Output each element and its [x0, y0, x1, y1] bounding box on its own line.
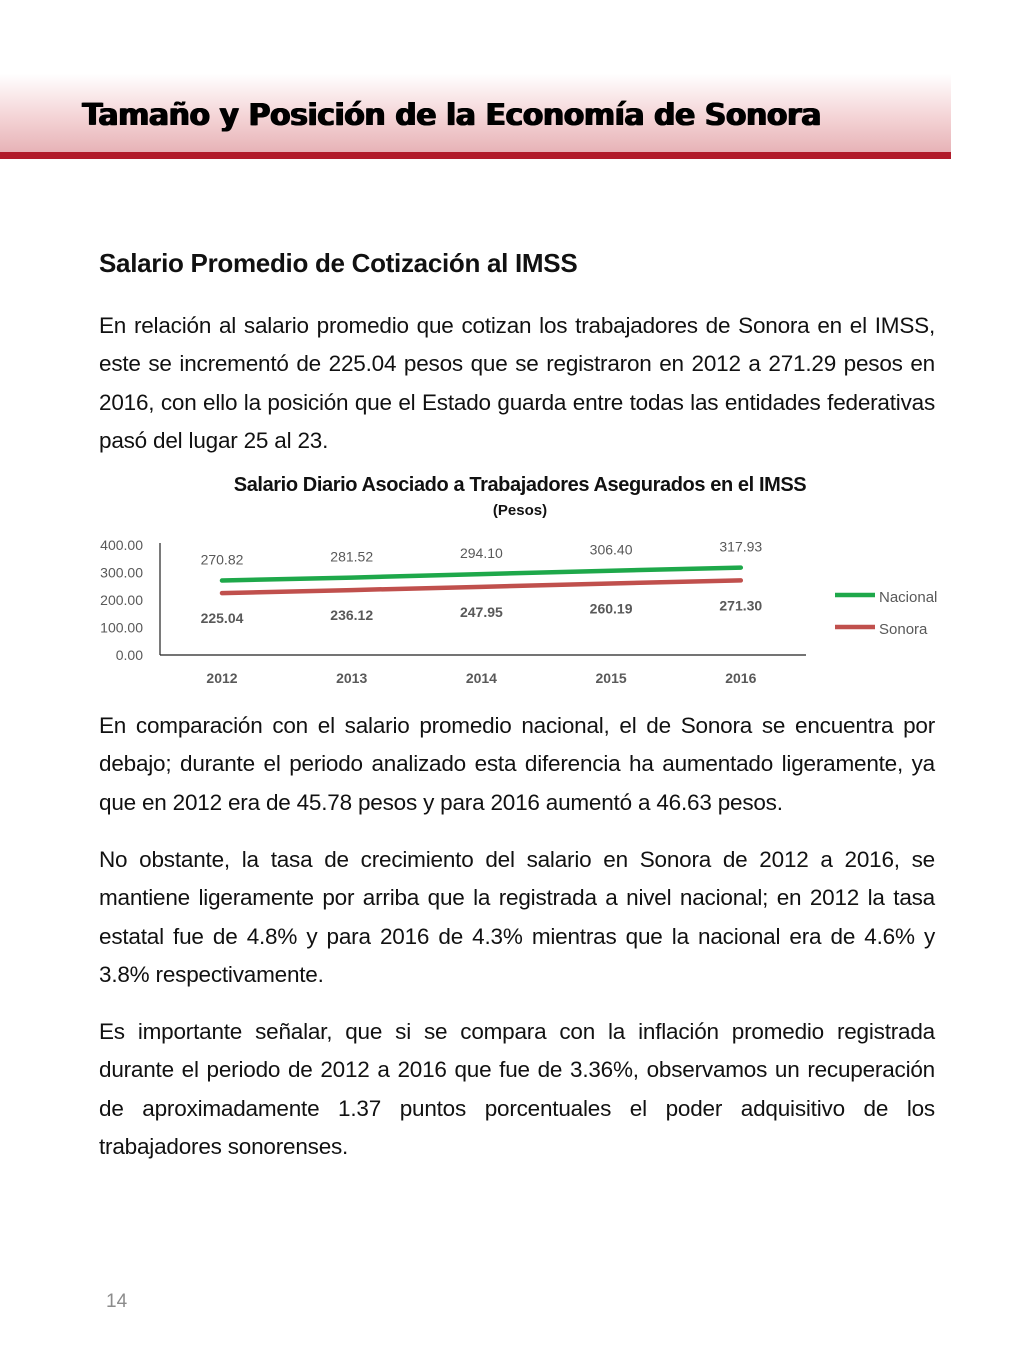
- data-label-sonora: 271.30: [719, 597, 763, 614]
- y-tick-label: 200.00: [100, 592, 143, 608]
- data-label-nacional: 317.93: [719, 538, 763, 555]
- x-tick-label: 2014: [465, 670, 497, 686]
- data-label-sonora: 236.12: [330, 607, 374, 624]
- data-label-nacional: 306.40: [589, 541, 633, 558]
- paragraph-salary-increase: En relación al salario promedio que cotizan los trabajadores de Sonora en el IMSS, este se incrementó de 225.04 pesos que se registraron en 2012 a 271.29 pesos en 2016, con ello la posición que el Estado guarda entre todas las entidades federativas pasó del lugar 25 al 23.: [99, 313, 935, 453]
- header-underline: [0, 152, 951, 159]
- paragraph-growth-rate: No obstante, la tasa de crecimiento del salario en Sonora de 2012 a 2016, se mantiene ligeramente por arriba que la registrada a nivel nacional; en 2012 la tasa estatal fue de 4.8% y para 2016 de 4.3% mientras que la nacional era de 4.6% y 3.8% respectivamente.: [99, 847, 935, 987]
- y-tick-label: 300.00: [100, 564, 143, 581]
- legend-label-nacional: Nacional: [879, 589, 938, 606]
- chart-subtitle: (Pesos): [492, 502, 548, 519]
- y-tick-label: 100.00: [100, 619, 143, 636]
- x-tick-label: 2016: [725, 670, 757, 686]
- legend-label-sonora: Sonora: [879, 621, 928, 638]
- data-label-sonora: 247.95: [459, 603, 503, 620]
- x-tick-label: 2012: [206, 670, 238, 686]
- x-tick-label: 2015: [595, 670, 627, 686]
- data-label-nacional: 294.10: [459, 545, 503, 562]
- y-tick-label: 400.00: [100, 537, 143, 553]
- data-label-nacional: 270.82: [200, 551, 244, 568]
- section-title: Salario Promedio de Cotización al IMSS: [99, 248, 578, 278]
- data-label-sonora: 225.04: [200, 610, 244, 627]
- salary-line-chart: [80, 470, 960, 700]
- chart-title: Salario Diario Asociado a Trabajadores Asegurados en el IMSS: [233, 474, 807, 496]
- page-number: 14: [106, 1291, 128, 1312]
- x-tick-label: 2013: [336, 670, 368, 686]
- series-line-sonora: [222, 580, 741, 593]
- y-tick-label: 0.00: [115, 647, 143, 663]
- page-title: Tamaño y Posición de la Economía de Sonora: [82, 98, 821, 133]
- paragraph-national-comparison: En comparación con el salario promedio nacional, el de Sonora se encuentra por debajo; durante el periodo analizado esta diferencia ha aumentado ligeramente, ya que en 2012 era de 45.78 pesos y para 2016 aumentó a 46.63 pesos.: [99, 713, 935, 815]
- series-line-nacional: [222, 568, 741, 581]
- data-label-nacional: 281.52: [330, 548, 374, 565]
- data-label-sonora: 260.19: [589, 600, 633, 617]
- paragraph-inflation: Es importante señalar, que si se compara con la inflación promedio registrada durante el periodo de 2012 a 2016 que fue de 3.36%, observamos un recuperación de aproximadamente 1.37 puntos porcentuales el poder adquisitivo de los trabajadores sonorenses.: [99, 1019, 935, 1159]
